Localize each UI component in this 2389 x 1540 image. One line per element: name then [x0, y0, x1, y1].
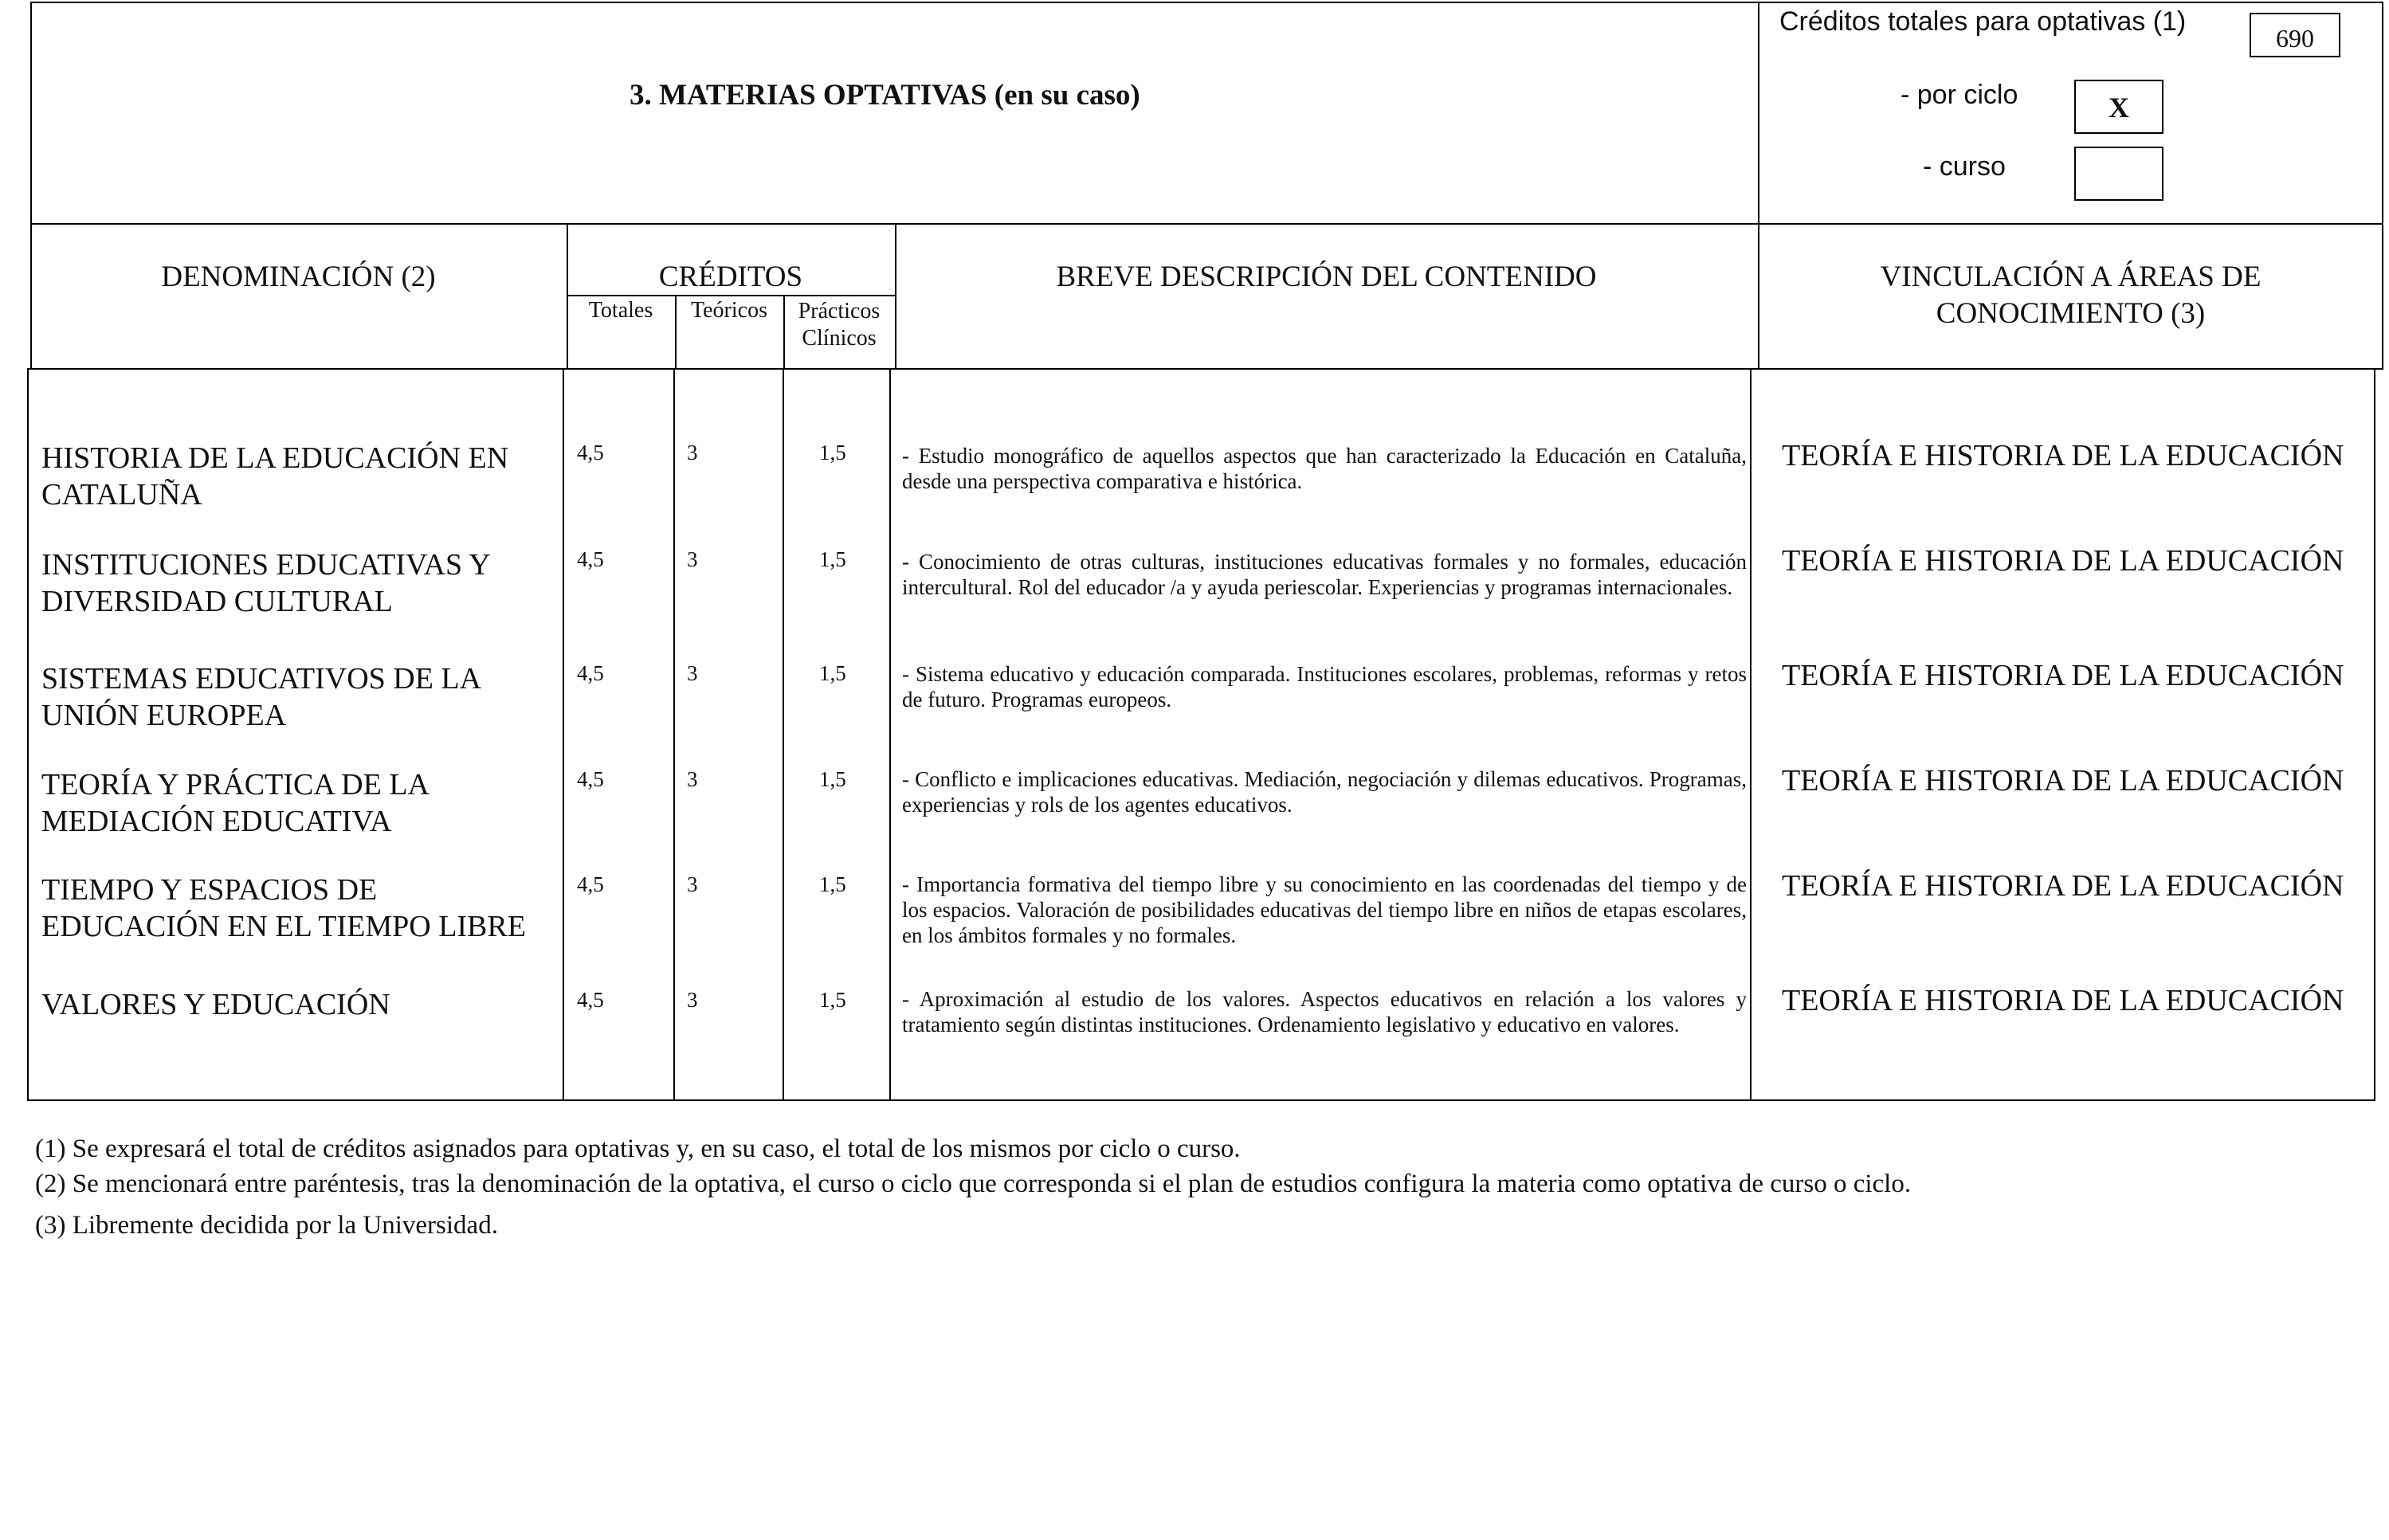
col-teoricos: Teóricos — [690, 298, 767, 323]
page-title: 3. MATERIAS OPTATIVAS (en su caso) — [630, 79, 1140, 112]
total-credits-label: Créditos totales para optativas (1) — [1779, 6, 2187, 37]
row-area: TEORÍA E HISTORIA DE LA EDUCACIÓN — [1782, 984, 2344, 1017]
row-practicos: 1,5 — [819, 767, 846, 791]
por-ciclo-label: - por ciclo — [1901, 80, 2018, 110]
row-practicos: 1,5 — [819, 661, 846, 685]
body-col-divider-3 — [783, 368, 784, 1101]
header-col-divider-1 — [567, 223, 568, 370]
col-creditos: CRÉDITOS — [658, 261, 803, 293]
row-area: TEORÍA E HISTORIA DE LA EDUCACIÓN — [1782, 544, 2344, 578]
row-name: SISTEMAS EDUCATIVOS DE LA UNIÓN EUROPEA — [41, 662, 480, 732]
row-practicos: 1,5 — [819, 441, 846, 464]
row-practicos: 1,5 — [819, 988, 846, 1012]
header-col-divider-2 — [895, 223, 896, 370]
por-ciclo-mark: X — [2109, 92, 2129, 123]
row-teoricos: 3 — [687, 767, 698, 791]
col-denominacion: DENOMINACIÓN (2) — [161, 261, 436, 293]
col-vinculacion-line2: CONOCIMIENTO (3) — [1936, 297, 2206, 330]
row-description: - Conflicto e implicaciones educativas. Mediación, negociación y dilemas educativos. Programas, experiencias y rols de los agentes educativos. — [902, 767, 1747, 817]
body-col-divider-4 — [889, 368, 891, 1101]
row-totales: 4,5 — [577, 547, 604, 571]
col-practicos: Prácticos Clínicos — [798, 299, 881, 351]
row-name: VALORES Y EDUCACIÓN — [41, 988, 390, 1021]
row-totales: 4,5 — [577, 441, 604, 464]
total-credits-value: 690 — [2276, 24, 2314, 53]
curso-checkbox[interactable] — [2074, 147, 2163, 201]
row-name: TIEMPO Y ESPACIOS DE EDUCACIÓN EN EL TIEMPO LIBRE — [41, 873, 526, 943]
creditos-subheader-line — [567, 295, 895, 296]
footnote-3: (3) Libremente decidida por la Universidad. — [35, 1211, 498, 1240]
row-description: - Estudio monográfico de aquellos aspectos que han caracterizado la Educación en Cataluña, desde una perspectiva comparativa e histórica. — [902, 444, 1747, 493]
col-descripcion: BREVE DESCRIPCIÓN DEL CONTENIDO — [1056, 261, 1597, 293]
body-col-divider-1 — [563, 368, 564, 1101]
row-name: INSTITUCIONES EDUCATIVAS Y DIVERSIDAD CULTURAL — [41, 548, 490, 618]
header-divider — [1758, 2, 1759, 225]
row-name: HISTORIA DE LA EDUCACIÓN EN CATALUÑA — [41, 441, 509, 511]
row-totales: 4,5 — [577, 661, 604, 685]
row-totales: 4,5 — [577, 872, 604, 896]
footnote-1: (1) Se expresará el total de créditos asignados para optativas y, en su caso, el total de los mismos por ciclo o curso. — [35, 1134, 1241, 1163]
row-description: - Importancia formativa del tiempo libre y su conocimiento en las coordenadas del tiempo y de los espacios. Valoración de posibilidades educativas del tiempo libre en niños de etapas escolares, en los ámbitos formales y no formales. — [902, 872, 1747, 947]
body-col-divider-2 — [673, 368, 675, 1101]
row-description: - Aproximación al estudio de los valores. Aspectos educativos en relación a los valores y tratamiento según distintas instituciones. Ordenamiento legislativo y educativo en valores. — [902, 987, 1747, 1036]
col-vinculacion-line1: VINCULACIÓN A ÁREAS DE — [1880, 261, 2262, 293]
row-description: - Sistema educativo y educación comparada. Instituciones escolares, problemas, reformas y retos de futuro. Programas europeos. — [902, 662, 1747, 711]
row-totales: 4,5 — [577, 988, 604, 1012]
row-area: TEORÍA E HISTORIA DE LA EDUCACIÓN — [1782, 869, 2344, 903]
footnote-2: (2) Se mencionará entre paréntesis, tras la denominación de la optativa, el curso o ciclo que corresponda si el plan de estudios configura la materia como optativa de curso o ciclo. — [35, 1170, 1912, 1198]
row-totales: 4,5 — [577, 767, 604, 791]
curso-label: - curso — [1923, 151, 2006, 182]
row-teoricos: 3 — [687, 988, 698, 1012]
row-description: - Conocimiento de otras culturas, instituciones educativas formales y no formales, educación intercultural. Rol del educador /a y ayuda periescolar. Experiencias y programas internacionales. — [902, 550, 1747, 599]
row-teoricos: 3 — [687, 547, 698, 571]
row-teoricos: 3 — [687, 661, 698, 685]
row-area: TEORÍA E HISTORIA DE LA EDUCACIÓN — [1782, 439, 2344, 472]
row-teoricos: 3 — [687, 872, 698, 896]
row-area: TEORÍA E HISTORIA DE LA EDUCACIÓN — [1782, 659, 2344, 692]
row-name: TEORÍA Y PRÁCTICA DE LA MEDIACIÓN EDUCATIVA — [41, 768, 428, 838]
row-teoricos: 3 — [687, 441, 698, 464]
body-col-divider-5 — [1750, 368, 1752, 1101]
row-practicos: 1,5 — [819, 547, 846, 571]
row-area: TEORÍA E HISTORIA DE LA EDUCACIÓN — [1782, 764, 2344, 797]
col-totales: Totales — [588, 298, 653, 323]
row-practicos: 1,5 — [819, 872, 846, 896]
